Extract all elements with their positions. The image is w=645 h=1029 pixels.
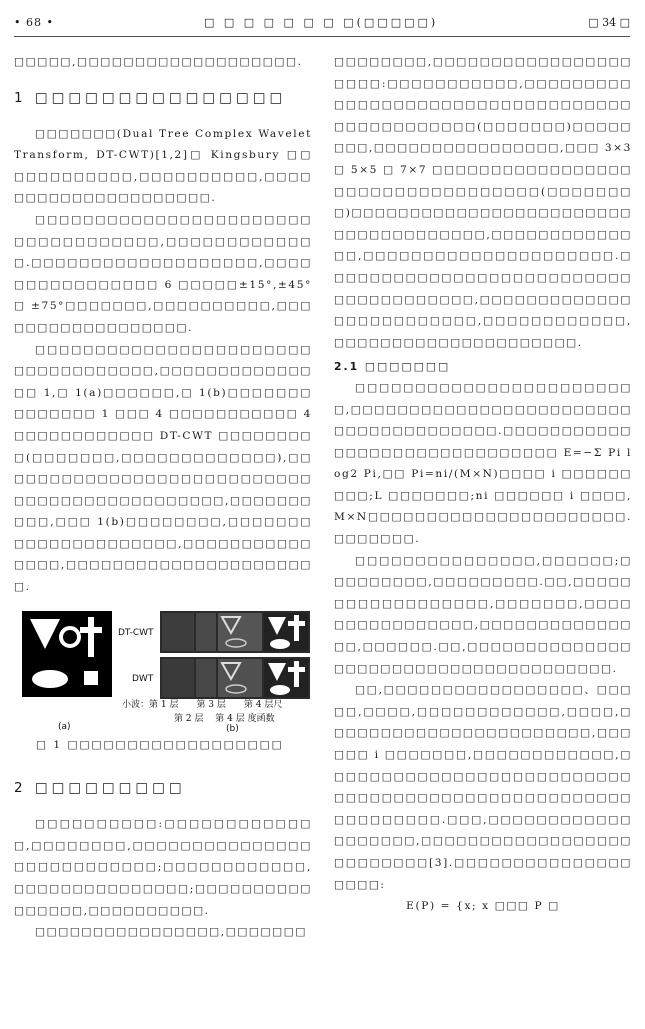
section-heading-1: 1 □□□□□□□□□□□□□□□ bbox=[14, 89, 287, 106]
label-wavelet-levels: 小波：第 1 层 第 3 层 第 4 层尺 bbox=[122, 699, 283, 710]
label-wavelet-levels-2: 第 2 层 第 4 层 度函数 bbox=[174, 713, 275, 724]
figure-1-caption: □ 1 □□□□□□□□□□□□□□□□□□ bbox=[36, 738, 284, 751]
tile-dwt-1 bbox=[162, 659, 194, 697]
paragraph-dtcwt-properties: □□□□□□□□□□□□□□□□□□□□□□□□□□□□□□□□□□□,□□□□□□□□□□□□□.□□□□□□□□□□□□□□□□□□□,□□□□□□□□□□□□□□□□ 6 □□□□□±15°,±45°□ ±75°□□□□□□□,□□□□□□□□□□,□□□□□□□□□□□□□□□□□□. bbox=[14, 213, 312, 334]
running-header bbox=[14, 13, 630, 33]
subsection-heading-2-1: 2.1 □□□□□□□ bbox=[334, 360, 451, 374]
tile-dtcwt-1 bbox=[162, 613, 194, 651]
paragraph-texture: □□□□□□□□□□□□□□□,□□□□□□;□□□□□□□□□,□□□□□□□□□.□□,□□□□□□□□□□□□□□□□□□,□□□□□□□,□□□□□□□□□□□□□□□□,□□□□□□□□□□□□□□□,□□□□□□.□□,□□□□□□□□□□□□□□□□□□□□□□□□□□□□□□□□□□□□□□. bbox=[334, 554, 632, 675]
panel-a-square bbox=[84, 671, 98, 685]
paragraph-right-continued: □□□□□□□□,□□□□□□□□□□□□□□□□□□□□□:□□□□□□□□□□□,□□□□□□□□□□□□□□□□□□□□□□□□□□□□□□□□□□□□□□□□□□□□□□(□□□□□□□)□□□□□□□□,□□□□□□□□□□□□□□□□,□□□ 3×3 □ 5×5 □ 7×7 □□□□□□□□□□□□□□□□□□□□□□□□□□□□□□□□□□(□□□□□□□□)□□□□□□□□□□□□□□□□□□□□□□□□□□□□□□□□□□□□□,□□□□□□□□□□□□□□,□□□□□□□□□□□□□□□□□□□□□.□□□□□□□□□□□□□□□□□□□□□□□□□□□□□□□□□□□□□□,□□□□□□□□□□□□□□□□□□□□□□□□□,□□□□□□□□□□□□,□□□□□□□□□□□□□□□□□□□□□. bbox=[334, 56, 632, 349]
paragraph-section2-cont: □□□□□□□□□□□□□□□□,□□□□□□□ bbox=[35, 926, 307, 939]
volume-label: □ 34 □ bbox=[588, 16, 630, 29]
formula-ep: E(P) = {x; x □□□ P □ bbox=[406, 900, 560, 913]
header-rule bbox=[14, 36, 630, 37]
section-heading-2: 2 □□□□□□□□□ bbox=[14, 780, 186, 797]
paragraph-intro-end: □□□□□,□□□□□□□□□□□□□□□□□□□. bbox=[14, 56, 303, 68]
tile-dwt-2 bbox=[196, 659, 216, 697]
page-number: • 68 • bbox=[14, 16, 54, 29]
panel-a-cross-vertical bbox=[88, 617, 94, 657]
right-column bbox=[334, 52, 632, 918]
paragraph-entropy: □□□□□□□□□□□□□□□□□□□□□□□□,□□□□□□□□□□□□□□□□□□□□□□□□□□□□□□□□□□□□□□.□□□□□□□□□□□□□□□□□□□□□□□□□□□□□□ E=−Σ Pi log2 Pi,□□ Pi=ni/(M×N)□□□□ i □□□□□□□□□;L □□□□□□□;ni □□□□□□ i □□□□,M×N□□□□□□□□□□□□□□□□□□□□□□.□□□□□□□. bbox=[334, 381, 632, 546]
label-dtcwt: DT-CWT bbox=[118, 627, 154, 638]
panel-a-ellipse bbox=[32, 670, 68, 688]
paragraph-section2-intro: □□□□□□□□□□:□□□□□□□□□□□□□,□□□□□□□□,□□□□□□□□□□□□□□□□□□□□□□□□□□□;□□□□□□□□□□□□,□□□□□□□□□□□□□□□;□□□□□□□□□□□□□□□□,□□□□□□□□□□. bbox=[14, 818, 312, 917]
label-dwt: DWT bbox=[132, 673, 154, 684]
journal-title: □ □ □ □ □ □ □ □(□□□□□) bbox=[204, 16, 439, 29]
left-column bbox=[14, 52, 312, 944]
panel-a-cross-horizontal bbox=[80, 627, 102, 633]
label-panel-a: (a) bbox=[58, 721, 71, 732]
label-panel-b: (b) bbox=[226, 723, 239, 734]
figure-1 bbox=[14, 609, 312, 734]
paragraph-dtcwt-intro: □□□□□□□(Dual Tree Complex Wavelet Transform, DT-CWT)[1,2]□ Kingsbury □□□□□□□□□□□□,□□□□□□□□□□,□□□□□□□□□□□□□□□□□□□□□. bbox=[14, 127, 312, 205]
tile-dtcwt-2 bbox=[196, 613, 216, 651]
paragraph-extraction: □□,□□□□□□□□□□□□□□□□□、□□□□□,□□□□,□□□□□□□□□□□□,□□□□,□□□□□□□□□□□□□□□□□□□□□□□,□□□□□□ i □□□□□□□,□□□□□□□□□□□□,□□□□□□□□□□□□□□□□□□□□□□□□□□□□□□□□□□□□□□□□□□□□□□□□□□□□□□□□□□□□.□□□,□□□□□□□□□□□□□□□□□□□,□□□□□□□□□□□□□□□□□□□□□□□□□□[3].□□□□□□□□□□□□□□□□□□□: bbox=[334, 684, 632, 891]
paragraph-figure-description: □□□□□□□□□□□□□□□□□□□□□□□□□□□□□□□□□□□,□□□□□□□□□□□□□□□ 1,□ 1(a)□□□□□□,□ 1(b)□□□□□□□□□□□□□□ 1 □□□ 4 □□□□□□□□□□□ 4 □□□□□□□□□□□□ DT-CWT □□□□□□□□□(□□□□□□□,□□□□□□□□□□□□□),□□□□□□□□□□□□□□□□□□□□□□□□□□□□□□□□□□□□□□□□□□□□□,□□□□□□□□□□,□□□ 1(b)□□□□□□□□,□□□□□□□□□□□□□□□□□□□□□,□□□□□□□□□□□□□□□,□□□□□□□□□□□□□□□□□□□□□□. bbox=[14, 343, 312, 594]
